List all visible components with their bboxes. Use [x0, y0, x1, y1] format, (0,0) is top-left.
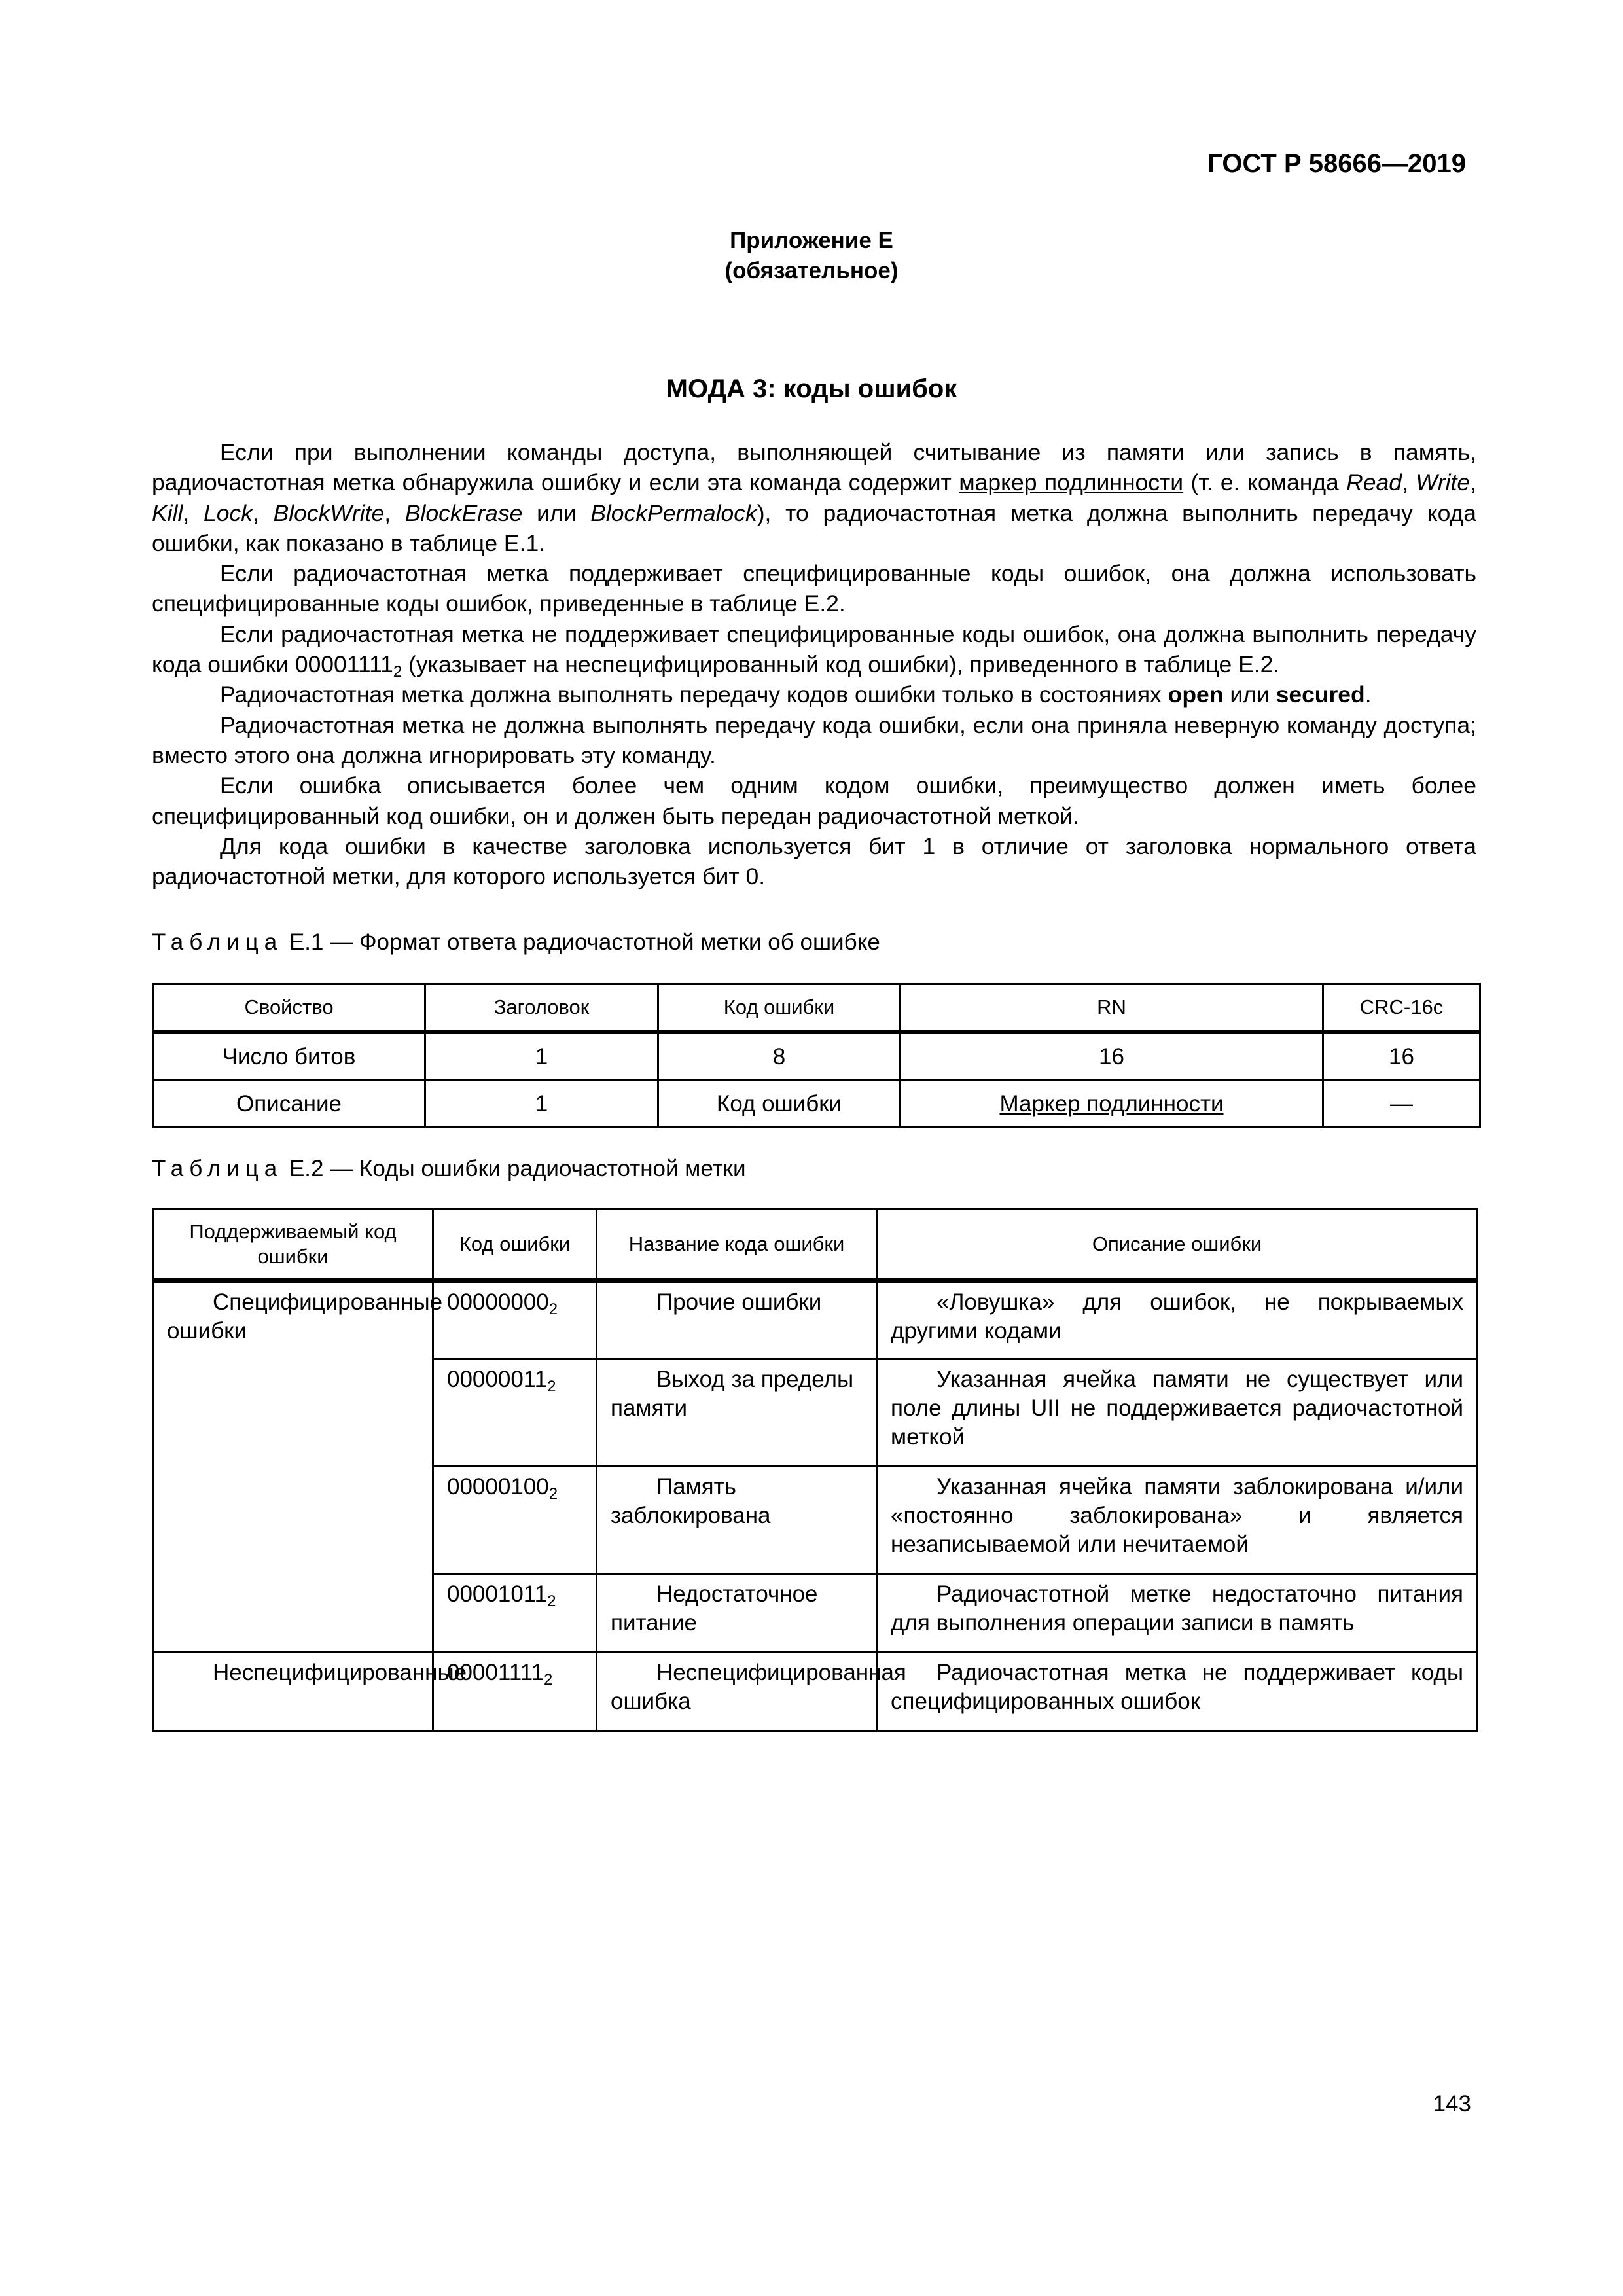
code-cell	[433, 1574, 597, 1653]
header-cell: CRC-16c	[1323, 984, 1480, 1032]
state-secured: secured	[1275, 681, 1365, 708]
table-cell: 8	[658, 1032, 901, 1081]
paragraph-4	[152, 679, 1476, 709]
table1-caption	[152, 929, 880, 956]
sep: или	[522, 499, 591, 526]
table-cell: 1	[425, 1081, 658, 1128]
code-subscript: 2	[547, 1592, 556, 1610]
table-row	[153, 1281, 1478, 1359]
table-header-row	[153, 984, 1480, 1032]
table-cell	[901, 1081, 1323, 1128]
header-cell: Поддерживаемый код ошибки	[153, 1210, 433, 1281]
table-row	[153, 1081, 1480, 1128]
table-error-codes	[152, 1208, 1478, 1732]
appendix-status: (обязательное)	[724, 258, 899, 283]
code-cell	[433, 1359, 597, 1467]
auth-marker-link: Маркер подлинности	[999, 1090, 1224, 1117]
page-number: 143	[1433, 2091, 1471, 2117]
code-cell	[433, 1467, 597, 1574]
caption-rest: Е.1 — Формат ответа радиочастотной метки об ошибке	[283, 929, 880, 955]
table-cell: 16	[901, 1032, 1323, 1081]
header-cell: Код ошибки	[658, 984, 901, 1032]
table-cell: —	[1323, 1081, 1480, 1128]
cmd-blockerase: BlockErase	[404, 499, 523, 526]
caption-rest: Е.2 — Коды ошибки радиочастотной метки	[283, 1156, 746, 1181]
desc-cell: Радиочастотной метке недостаточно питания для выполнения операции записи в память	[877, 1574, 1478, 1653]
desc-cell: Радиочастотная метка не поддерживает коды специфицированных ошибок	[877, 1653, 1478, 1731]
header-cell: RN	[901, 984, 1323, 1032]
cmd-lock: Lock	[203, 499, 253, 526]
group-cell: Неспецифицированные	[153, 1653, 433, 1731]
table-header-row	[153, 1210, 1478, 1281]
code-cell	[433, 1653, 597, 1731]
paragraph-2: Если радиочастотная метка поддерживает специфицированные коды ошибок, она должна использовать специфицированные коды ошибок, приведенные в таблице Е.2.	[152, 560, 1476, 617]
p1-text-c: ), то радиочастотная метка должна выполнить передачу кода ошибки, как показано в таблице Е.1.	[152, 499, 1476, 556]
body-text	[152, 437, 1476, 891]
name-cell: Неспецифицированная ошибка	[597, 1653, 877, 1731]
table-cell: 1	[425, 1032, 658, 1081]
auth-marker-link: маркер подлинности	[959, 469, 1184, 496]
p3-text-a: Если радиочастотная метка не поддерживает специфицированные коды ошибок, она должна выполнить передачу кода ошибки 00001111	[152, 620, 1476, 678]
p4-end: .	[1364, 681, 1372, 708]
paragraph-3	[152, 619, 1476, 680]
header-cell: Описание ошибки	[877, 1210, 1478, 1281]
state-open: open	[1168, 681, 1224, 708]
code-value: 00001111	[447, 1660, 544, 1685]
code-cell	[433, 1281, 597, 1359]
code-subscript: 2	[548, 1300, 558, 1318]
document-id: ГОСТ Р 58666—2019	[1207, 149, 1466, 178]
header-cell: Код ошибки	[433, 1210, 597, 1281]
p3-text-b: (указывает на неспецифицированный код ошибки), приведенного в таблице Е.2.	[402, 651, 1280, 678]
name-cell: Недостаточное питание	[597, 1574, 877, 1653]
code-value: 00000100	[447, 1474, 549, 1499]
name-cell: Выход за пределы памяти	[597, 1359, 877, 1467]
sep: ,	[384, 499, 405, 526]
appendix-title: Приложение Е	[730, 228, 893, 253]
caption-word: Таблица	[152, 929, 283, 955]
code-value: 00000011	[447, 1367, 548, 1392]
appendix-heading	[0, 226, 1623, 286]
cmd-kill: Kill	[152, 499, 183, 526]
sep: ,	[1470, 469, 1476, 496]
name-cell: Память заблокирована	[597, 1467, 877, 1574]
p4-text-a: Радиочастотная метка должна выполнять передачу кодов ошибки только в состояниях	[220, 681, 1168, 708]
cmd-blockpermalock: BlockPermalock	[590, 499, 757, 526]
group-cell: Специфицированные ошибки	[153, 1281, 433, 1653]
code-subscript: 2	[547, 1378, 556, 1395]
code-subscript: 2	[548, 1485, 558, 1503]
code-subscript: 2	[543, 1671, 553, 1689]
paragraph-5: Радиочастотная метка не должна выполнять передачу кода ошибки, если она приняла неверную команду доступа; вместо этого она должна игнорировать эту команду.	[152, 711, 1476, 768]
code-value: 00001011	[447, 1581, 548, 1607]
paragraph-6: Если ошибка описывается более чем одним кодом ошибки, преимущество должен иметь более специфицированный код ошибки, он и должен быть передан радиочастотной меткой.	[152, 772, 1476, 829]
desc-cell: Указанная ячейка памяти заблокирована и/или «постоянно заблокирована» и является незаписываемой или нечитаемой	[877, 1467, 1478, 1574]
desc-cell: «Ловушка» для ошибок, не покрываемых другими кодами	[877, 1281, 1478, 1359]
table-cell: Число битов	[153, 1032, 425, 1081]
header-cell: Заголовок	[425, 984, 658, 1032]
table-response-format	[152, 983, 1481, 1128]
sep: ,	[252, 499, 274, 526]
table-cell: 16	[1323, 1032, 1480, 1081]
section-title: МОДА 3: коды ошибок	[666, 374, 957, 403]
cmd-blockwrite: BlockWrite	[273, 499, 385, 526]
table-cell: Код ошибки	[658, 1081, 901, 1128]
cmd-read: Read	[1346, 469, 1402, 496]
paragraph-7: Для кода ошибки в качестве заголовка используется бит 1 в отличие от заголовка нормального ответа радиочастотной метки, для которого используется бит 0.	[152, 833, 1476, 890]
header-cell: Свойство	[153, 984, 425, 1032]
code-value: 00000000	[447, 1289, 549, 1315]
desc-cell: Указанная ячейка памяти не существует или поле длины UII не поддерживается радиочастотной меткой	[877, 1359, 1478, 1467]
p1-text-b: (т. е. команда	[1183, 469, 1347, 496]
p3-subscript: 2	[393, 663, 402, 681]
paragraph-1	[152, 437, 1476, 558]
table2-caption	[152, 1156, 746, 1182]
table-row	[153, 1032, 1480, 1081]
p1-text-a: Если при выполнении команды доступа, выполняющей считывание из памяти или запись в память, радиочастотная метка обнаружила ошибку и если эта команда содержит	[152, 439, 1476, 496]
table-row	[153, 1653, 1478, 1731]
header-cell: Название кода ошибки	[597, 1210, 877, 1281]
caption-word: Таблица	[152, 1156, 283, 1181]
sep: ,	[183, 499, 204, 526]
name-cell: Прочие ошибки	[597, 1281, 877, 1359]
cmd-write: Write	[1416, 469, 1471, 496]
p4-or: или	[1223, 681, 1276, 708]
table-cell: Описание	[153, 1081, 425, 1128]
sep: ,	[1402, 469, 1416, 496]
